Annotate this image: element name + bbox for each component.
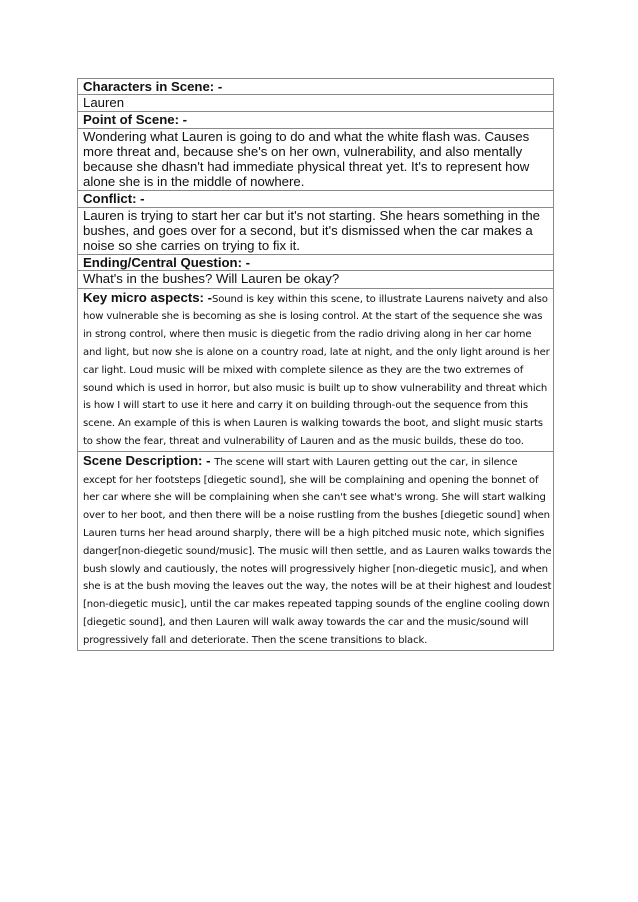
- pov-heading: Point of Scene: -: [78, 112, 553, 128]
- scene-description-heading: Scene Description: -: [83, 452, 211, 468]
- scene-breakdown-table: [77, 78, 554, 651]
- pov-text: Wondering what Lauren is going to do and what the white flash was. Causes more threat and, because she's on her own, vulnerability, and also mentally because she dhasn't had immediate physical threat yet. It's to represent how alone she is in the middle of nowhere.: [78, 129, 553, 192]
- micro-aspects-heading: Key micro aspects: -: [83, 289, 212, 305]
- characters-heading: Characters in Scene: -: [78, 79, 553, 95]
- ending-heading: Ending/Central Question: -: [78, 255, 553, 271]
- micro-aspects-cell: [78, 289, 553, 452]
- micro-aspects-paragraph: [83, 290, 553, 450]
- conflict-heading: Conflict: -: [78, 191, 553, 207]
- scene-description-cell: [78, 452, 553, 651]
- micro-aspects-text: Sound is key within this scene, to illustrate Laurens naivety and also how vulnerable she is becoming as she is losing control. At the start of the sequence she was in strong control, where then music is diegetic from the radio driving along in her car home and light, but now she is alone on a country road, late at night, and the only light around is her car light. Loud music will be mixed with complete silence as they are the two extremes of sound which is used in horror, but also music is built up to show vulnerability and threat which is how I will start to use it here and carry it on building through-out the sequence from this scene. An example of this is when Lauren is walking towards the boot, and slight music starts to show the fear, threat and vulnerability of Lauren and as the music builds, these do too.: [83, 293, 550, 448]
- conflict-text: Lauren is trying to start her car but it's not starting. She hears something in the bushes, and goes over for a second, but it's dismissed when the car makes a noise so she carries on trying to fix it.: [78, 208, 553, 256]
- scene-description-paragraph: [83, 453, 553, 649]
- ending-text: What's in the bushes? Will Lauren be okay?: [78, 271, 553, 288]
- characters-text: Lauren: [78, 95, 553, 112]
- scene-description-text: The scene will start with Lauren getting out the car, in silence except for her footsteps [diegetic sound], she will be complaining and opening the bonnet of her car where she will be complaining when she can't see what's wrong. She will start walking over to her boot, and then there will be a noise rustling from the bushes [diegetic sound] when Lauren turns her head around sharply, there will be a high pitched music note, which signifies danger[non-diegetic sound/music]. The music will then settle, and as Lauren walks towards the bush slowly and cautiously, the notes will progressively higher [non-diegetic music], and when she is at the bush moving the leaves out the way, the notes will be at their highest and loudest [non-diegetic music], until the car makes repeated tapping sounds of the engline cooling down [diegetic sound], and then Lauren will walk away towards the car and the music/sound will progressively fall and deteriorate. Then the scene transitions to black.: [83, 456, 552, 646]
